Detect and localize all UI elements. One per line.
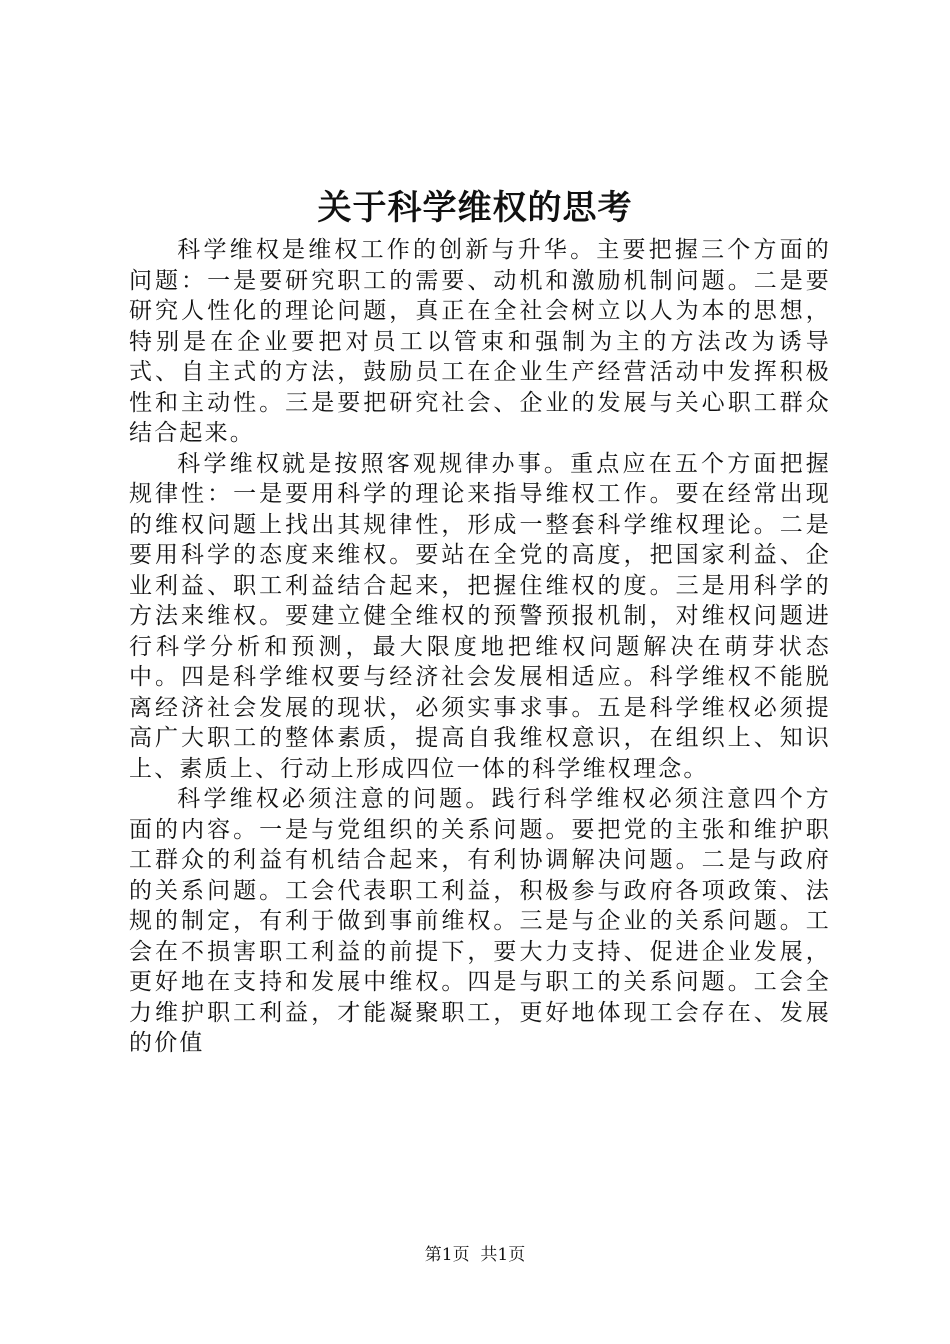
document-body bbox=[129, 235, 831, 1059]
page-footer bbox=[0, 1244, 950, 1266]
paragraph-1: 科学维权是维权工作的创新与升华。主要把握三个方面的问题：一是要研究职工的需要、动机和激励机制问题。二是要研究人性化的理论问题，真正在全社会树立以人为本的思想，特别是在企业要把对员工以管束和强制为主的方法改为诱导式、自主式的方法，鼓励员工在企业生产经营活动中发挥积极性和主动性。三是要把研究社会、企业的发展与关心职工群众结合起来。 bbox=[129, 237, 831, 446]
paragraph-3: 科学维权必须注意的问题。践行科学维权必须注意四个方面的内容。一是与党组织的关系问题。要把党的主张和维护职工群众的利益有机结合起来，有利协调解决问题。二是与政府的关系问题。工会代表职工利益，积极参与政府各项政策、法规的制定，有利于做到事前维权。三是与企业的关系问题。工会在不损害职工利益的前提下，要大力支持、促进企业发展，更好地在支持和发展中维权。四是与职工的关系问题。工会全力维护职工利益，才能凝聚职工，更好地体现工会存在、发展的价值 bbox=[129, 786, 831, 1056]
paragraph-2: 科学维权就是按照客观规律办事。重点应在五个方面把握规律性：一是要用科学的理论来指导维权工作。要在经常出现的维权问题上找出其规律性，形成一整套科学维权理论。二是要用科学的态度来维权。要站在全党的高度，把国家利益、企业利益、职工利益结合起来，把握住维权的度。三是用科学的方法来维权。要建立健全维权的预警预报机制，对维权问题进行科学分析和预测，最大限度地把维权问题解决在萌芽状态中。四是科学维权要与经济社会发展相适应。科学维权不能脱离经济社会发展的现状，必须实事求事。五是科学维权必须提高广大职工的整体素质，提高自我维权意识，在组织上、知识上、素质上、行动上形成四位一体的科学维权理念。 bbox=[129, 450, 831, 782]
page-number: 第1页 共1页 bbox=[424, 1245, 526, 1265]
document-title: 关于科学维权的思考 bbox=[317, 188, 633, 228]
